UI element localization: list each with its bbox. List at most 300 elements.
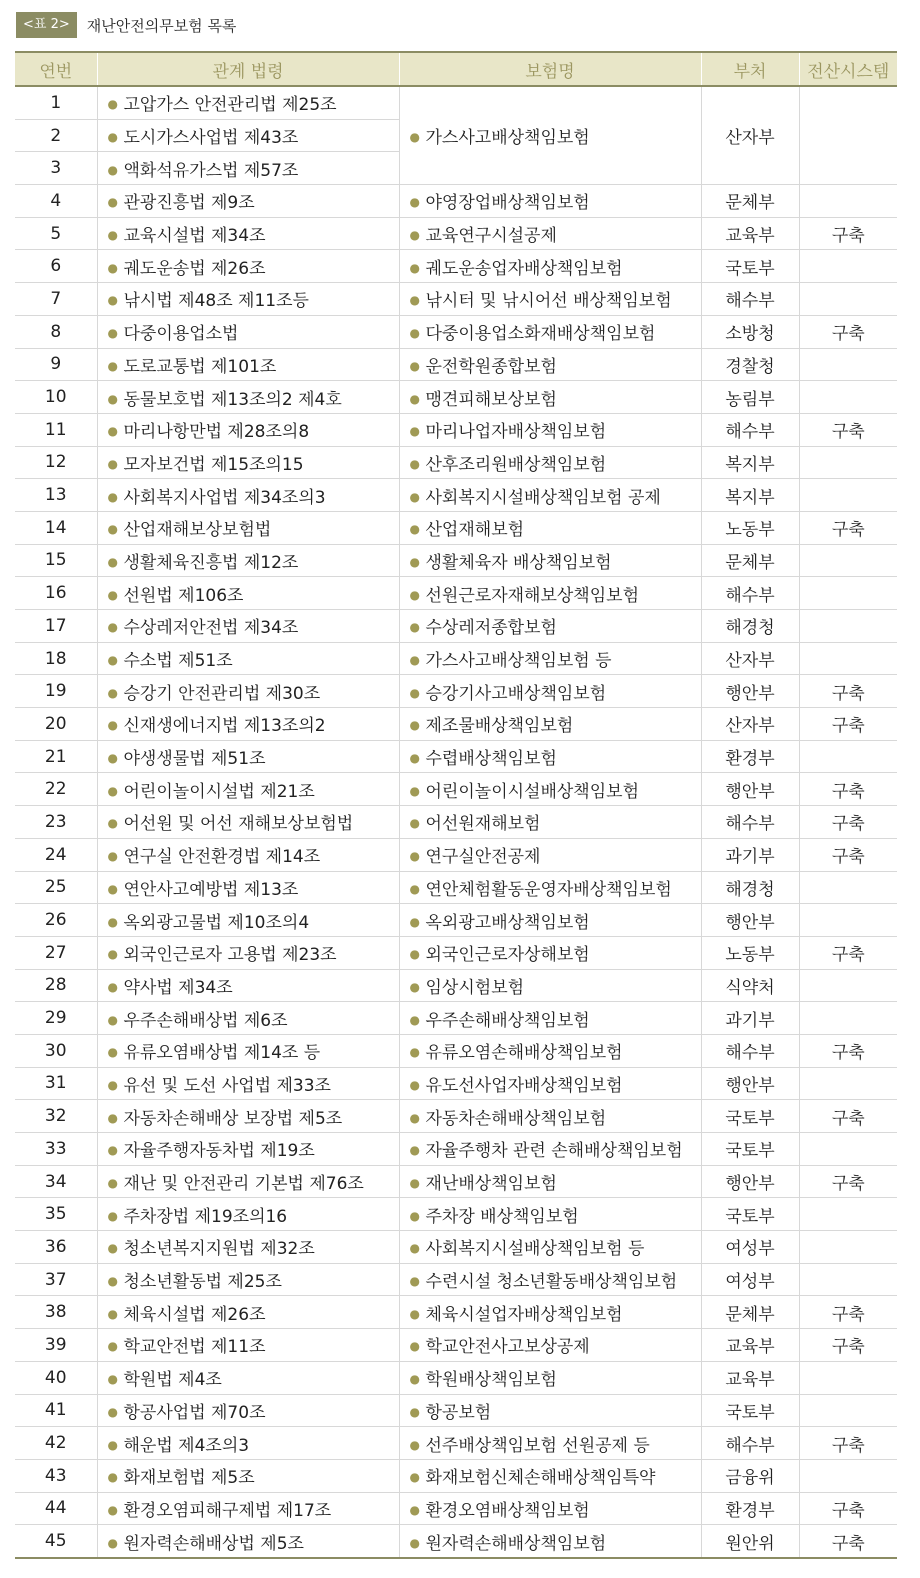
law-cell xyxy=(97,479,399,512)
ministry-cell: 해수부 xyxy=(701,1427,799,1460)
system-cell xyxy=(799,381,897,414)
insurance-cell xyxy=(399,1329,701,1362)
system-cell xyxy=(799,283,897,316)
law-cell-text: 원자력손해배상법 제5조 xyxy=(123,1533,304,1554)
insurance-cell xyxy=(399,348,701,381)
system-cell: 구축 xyxy=(799,315,897,348)
bullet-icon: ● xyxy=(409,1274,420,1289)
insurance-cell-text: 유도선사업자배상책임보험 xyxy=(425,1075,623,1096)
law-cell-text: 화재보험법 제5조 xyxy=(123,1468,255,1489)
table-row xyxy=(15,283,897,316)
insurance-cell-text: 체육시설업자배상책임보험 xyxy=(425,1304,623,1325)
law-cell xyxy=(97,1263,399,1296)
table-row xyxy=(15,838,897,871)
system-cell xyxy=(799,577,897,610)
law-cell-text: 항공사업법 제70조 xyxy=(123,1402,266,1423)
law-cell-text: 자율주행자동차법 제19조 xyxy=(123,1141,315,1162)
bullet-icon: ● xyxy=(107,97,118,112)
law-cell-text: 수상레저안전법 제34조 xyxy=(123,618,299,639)
insurance-cell-text: 선원근로자재해보상책임보험 xyxy=(425,585,639,606)
row-number: 9 xyxy=(15,348,97,381)
system-cell: 구축 xyxy=(799,675,897,708)
insurance-cell xyxy=(399,1394,701,1427)
insurance-cell-text: 임상시험보험 xyxy=(425,977,525,998)
insurance-cell-text: 궤도운송업자배상책임보험 xyxy=(425,258,623,279)
law-cell-text: 도시가스사업법 제43조 xyxy=(123,128,299,149)
bullet-icon: ● xyxy=(409,1077,420,1092)
law-cell-text: 연안사고예방법 제13조 xyxy=(123,879,299,900)
law-cell xyxy=(97,381,399,414)
law-cell-text: 산업재해보상보험법 xyxy=(123,520,272,541)
bullet-icon: ● xyxy=(409,653,420,668)
insurance-cell-text: 자율주행차 관련 손해배상책임보험 xyxy=(425,1141,683,1162)
system-cell xyxy=(799,1198,897,1231)
ministry-cell: 교육부 xyxy=(701,1361,799,1394)
law-cell xyxy=(97,1329,399,1362)
insurance-cell-text: 원자력손해배상책임보험 xyxy=(425,1533,607,1554)
bullet-icon: ● xyxy=(107,979,118,994)
ministry-cell: 국토부 xyxy=(701,1394,799,1427)
table-caption xyxy=(16,12,236,38)
row-number: 10 xyxy=(15,381,97,414)
table-row xyxy=(15,773,897,806)
ministry-cell: 해수부 xyxy=(701,413,799,446)
bullet-icon: ● xyxy=(107,653,118,668)
insurance-cell-text: 옥외광고배상책임보험 xyxy=(425,912,590,933)
law-cell xyxy=(97,773,399,806)
ministry-cell: 교육부 xyxy=(701,1329,799,1362)
row-number: 19 xyxy=(15,675,97,708)
ministry-cell: 행안부 xyxy=(701,773,799,806)
ministry-cell: 해수부 xyxy=(701,806,799,839)
table-row xyxy=(15,1133,897,1166)
table-row xyxy=(15,185,897,218)
bullet-icon: ● xyxy=(409,293,420,308)
ministry-cell: 국토부 xyxy=(701,250,799,283)
system-cell: 구축 xyxy=(799,1329,897,1362)
law-cell-text: 교육시설법 제34조 xyxy=(123,226,266,247)
ministry-cell: 경찰청 xyxy=(701,348,799,381)
law-cell-text: 청소년복지지원법 제32조 xyxy=(123,1239,315,1260)
insurance-cell xyxy=(399,708,701,741)
ministry-cell: 식약처 xyxy=(701,969,799,1002)
row-number: 17 xyxy=(15,610,97,643)
bullet-icon: ● xyxy=(107,1339,118,1354)
law-cell-text: 학교안전법 제11조 xyxy=(123,1337,266,1358)
bullet-icon: ● xyxy=(107,1404,118,1419)
insurance-cell xyxy=(399,642,701,675)
bullet-icon: ● xyxy=(107,1437,118,1452)
system-cell xyxy=(799,1231,897,1264)
table-row xyxy=(15,1492,897,1525)
bullet-icon: ● xyxy=(107,522,118,537)
ministry-cell: 산자부 xyxy=(701,642,799,675)
table-row xyxy=(15,1100,897,1133)
row-number: 13 xyxy=(15,479,97,512)
law-cell xyxy=(97,1133,399,1166)
ministry-cell: 노동부 xyxy=(701,511,799,544)
row-number: 22 xyxy=(15,773,97,806)
insurance-cell xyxy=(399,1002,701,1035)
bullet-icon: ● xyxy=(107,1241,118,1256)
bullet-icon: ● xyxy=(409,1176,420,1191)
law-cell xyxy=(97,708,399,741)
insurance-cell-text: 마리나업자배상책임보험 xyxy=(425,422,607,443)
system-cell xyxy=(799,642,897,675)
insurance-cell-text: 유류오염손해배상책임보험 xyxy=(425,1043,623,1064)
bullet-icon: ● xyxy=(409,587,420,602)
ministry-cell: 노동부 xyxy=(701,936,799,969)
ministry-cell: 환경부 xyxy=(701,1492,799,1525)
table-row xyxy=(15,250,897,283)
bullet-icon: ● xyxy=(107,358,118,373)
system-cell: 구축 xyxy=(799,936,897,969)
table-row xyxy=(15,806,897,839)
system-cell: 구축 xyxy=(799,511,897,544)
law-cell-text: 액화석유가스법 제57조 xyxy=(123,160,299,181)
bullet-icon: ● xyxy=(107,1274,118,1289)
bullet-icon: ● xyxy=(107,228,118,243)
bullet-icon: ● xyxy=(409,783,420,798)
system-cell: 구축 xyxy=(799,1296,897,1329)
bullet-icon: ● xyxy=(107,195,118,210)
bullet-icon: ● xyxy=(409,1143,420,1158)
insurance-cell-text: 승강기사고배상책임보험 xyxy=(425,683,607,704)
ministry-cell: 소방청 xyxy=(701,315,799,348)
insurance-cell-text: 수련시설 청소년활동배상책임보험 xyxy=(425,1272,678,1293)
insurance-cell xyxy=(399,1198,701,1231)
table-row xyxy=(15,1002,897,1035)
row-number: 41 xyxy=(15,1394,97,1427)
insurance-cell xyxy=(399,1100,701,1133)
row-number: 34 xyxy=(15,1165,97,1198)
table-row xyxy=(15,1459,897,1492)
bullet-icon: ● xyxy=(107,293,118,308)
ministry-cell: 해경청 xyxy=(701,610,799,643)
insurance-cell xyxy=(399,1263,701,1296)
insurance-cell xyxy=(399,1067,701,1100)
ministry-cell: 환경부 xyxy=(701,740,799,773)
insurance-cell xyxy=(399,283,701,316)
bullet-icon: ● xyxy=(409,1437,420,1452)
law-cell xyxy=(97,1034,399,1067)
system-cell xyxy=(799,1067,897,1100)
ministry-cell: 국토부 xyxy=(701,1100,799,1133)
insurance-cell xyxy=(399,740,701,773)
row-number: 35 xyxy=(15,1198,97,1231)
row-number: 36 xyxy=(15,1231,97,1264)
ministry-cell: 문체부 xyxy=(701,185,799,218)
insurance-cell-text: 어선원재해보험 xyxy=(425,814,541,835)
bullet-icon: ● xyxy=(409,1535,420,1550)
ministry-cell: 문체부 xyxy=(701,544,799,577)
row-number: 6 xyxy=(15,250,97,283)
bullet-icon: ● xyxy=(409,881,420,896)
insurance-cell xyxy=(399,250,701,283)
system-cell xyxy=(799,1394,897,1427)
law-cell-text: 고압가스 안전관리법 제25조 xyxy=(123,95,337,116)
ministry-cell: 금융위 xyxy=(701,1459,799,1492)
law-cell-text: 관광진흥법 제9조 xyxy=(123,193,255,214)
table-row xyxy=(15,1165,897,1198)
ministry-cell: 해수부 xyxy=(701,577,799,610)
law-cell xyxy=(97,838,399,871)
ministry-cell: 여성부 xyxy=(701,1231,799,1264)
law-cell xyxy=(97,1198,399,1231)
bullet-icon: ● xyxy=(107,326,118,341)
insurance-cell xyxy=(399,936,701,969)
bullet-icon: ● xyxy=(107,1077,118,1092)
insurance-cell xyxy=(399,1231,701,1264)
system-cell xyxy=(799,1002,897,1035)
bullet-icon: ● xyxy=(409,130,420,145)
bullet-icon: ● xyxy=(107,1143,118,1158)
system-cell: 구축 xyxy=(799,217,897,250)
insurance-cell xyxy=(399,1459,701,1492)
header-no: 연번 xyxy=(15,52,97,86)
row-number: 40 xyxy=(15,1361,97,1394)
insurance-cell-text: 학교안전사고보상공제 xyxy=(425,1337,590,1358)
system-cell: 구축 xyxy=(799,1492,897,1525)
insurance-cell xyxy=(399,773,701,806)
insurance-cell-text: 외국인근로자상해보험 xyxy=(425,945,590,966)
table-row xyxy=(15,642,897,675)
row-number: 18 xyxy=(15,642,97,675)
law-cell-text: 우주손해배상법 제6조 xyxy=(123,1010,288,1031)
insurance-cell-text: 우주손해배상책임보험 xyxy=(425,1010,590,1031)
bullet-icon: ● xyxy=(107,751,118,766)
system-cell xyxy=(799,740,897,773)
insurance-cell-text: 연구실안전공제 xyxy=(425,847,541,868)
law-cell-text: 청소년활동법 제25조 xyxy=(123,1272,282,1293)
system-cell xyxy=(799,348,897,381)
system-cell: 구축 xyxy=(799,1165,897,1198)
table-row xyxy=(15,1231,897,1264)
header-insurance: 보험명 xyxy=(399,52,701,86)
insurance-cell xyxy=(399,1492,701,1525)
law-cell xyxy=(97,250,399,283)
table-header-row xyxy=(15,52,897,86)
table-row xyxy=(15,610,897,643)
law-cell-text: 도로교통법 제101조 xyxy=(123,356,277,377)
law-cell-text: 궤도운송법 제26조 xyxy=(123,258,266,279)
insurance-cell-text: 제조물배상책임보험 xyxy=(425,716,574,737)
law-cell xyxy=(97,446,399,479)
row-number: 14 xyxy=(15,511,97,544)
law-cell xyxy=(97,1492,399,1525)
row-number: 20 xyxy=(15,708,97,741)
insurance-cell xyxy=(399,1296,701,1329)
system-cell: 구축 xyxy=(799,1525,897,1558)
row-number: 12 xyxy=(15,446,97,479)
law-cell-text: 해운법 제4조의3 xyxy=(123,1435,250,1456)
bullet-icon: ● xyxy=(409,1372,420,1387)
law-cell xyxy=(97,1002,399,1035)
insurance-cell xyxy=(399,904,701,937)
bullet-icon: ● xyxy=(107,456,118,471)
law-cell xyxy=(97,1525,399,1558)
system-cell xyxy=(799,1263,897,1296)
table-number-badge: <표 2> xyxy=(16,12,77,38)
table-row xyxy=(15,675,897,708)
ministry-cell: 행안부 xyxy=(701,1165,799,1198)
insurance-cell xyxy=(399,315,701,348)
table-row xyxy=(15,577,897,610)
table-row xyxy=(15,413,897,446)
bullet-icon: ● xyxy=(107,130,118,145)
ministry-cell: 산자부 xyxy=(701,86,799,185)
system-cell: 구축 xyxy=(799,838,897,871)
system-cell: 구축 xyxy=(799,1034,897,1067)
bullet-icon: ● xyxy=(107,783,118,798)
bullet-icon: ● xyxy=(409,456,420,471)
bullet-icon: ● xyxy=(409,522,420,537)
table-row xyxy=(15,1198,897,1231)
bullet-icon: ● xyxy=(107,424,118,439)
system-cell xyxy=(799,871,897,904)
bullet-icon: ● xyxy=(107,260,118,275)
table-row xyxy=(15,904,897,937)
law-cell xyxy=(97,1100,399,1133)
table-row xyxy=(15,315,897,348)
bullet-icon: ● xyxy=(107,1045,118,1060)
ministry-cell: 복지부 xyxy=(701,446,799,479)
insurance-cell-text: 사회복지시설배상책임보험 등 xyxy=(425,1239,645,1260)
bullet-icon: ● xyxy=(107,1110,118,1125)
insurance-cell-text: 환경오염배상책임보험 xyxy=(425,1500,590,1521)
insurance-cell xyxy=(399,969,701,1002)
table-title: 재난안전의무보험 목록 xyxy=(86,16,237,35)
insurance-cell-text: 재난배상책임보험 xyxy=(425,1174,557,1195)
law-cell xyxy=(97,1296,399,1329)
insurance-cell-text: 생활체육자 배상책임보험 xyxy=(425,552,612,573)
law-cell xyxy=(97,315,399,348)
law-cell-text: 유선 및 도선 사업법 제33조 xyxy=(123,1075,331,1096)
law-cell xyxy=(97,642,399,675)
law-cell xyxy=(97,936,399,969)
law-cell-text: 야생생물법 제51조 xyxy=(123,749,266,770)
ministry-cell: 문체부 xyxy=(701,1296,799,1329)
system-cell xyxy=(799,1133,897,1166)
bullet-icon: ● xyxy=(409,228,420,243)
law-cell xyxy=(97,1067,399,1100)
law-cell-text: 연구실 안전환경법 제14조 xyxy=(123,847,321,868)
row-number: 11 xyxy=(15,413,97,446)
bullet-icon: ● xyxy=(107,1176,118,1191)
law-cell-text: 수소법 제51조 xyxy=(123,651,233,672)
law-cell-text: 모자보건법 제15조의15 xyxy=(123,454,304,475)
row-number: 5 xyxy=(15,217,97,250)
bullet-icon: ● xyxy=(409,979,420,994)
insurance-cell xyxy=(399,217,701,250)
ministry-cell: 원안위 xyxy=(701,1525,799,1558)
row-number: 8 xyxy=(15,315,97,348)
law-cell-text: 신재생에너지법 제13조의2 xyxy=(123,716,326,737)
law-cell xyxy=(97,511,399,544)
law-cell-text: 유류오염배상법 제14조 등 xyxy=(123,1043,321,1064)
insurance-cell-text: 가스사고배상책임보험 xyxy=(425,128,590,149)
insurance-cell-text: 항공보험 xyxy=(425,1402,492,1423)
bullet-icon: ● xyxy=(107,1502,118,1517)
insurance-cell xyxy=(399,544,701,577)
insurance-cell-text: 산후조리원배상책임보험 xyxy=(425,454,607,475)
insurance-cell-text: 운전학원종합보험 xyxy=(425,356,557,377)
bullet-icon: ● xyxy=(409,260,420,275)
law-cell xyxy=(97,904,399,937)
ministry-cell: 농림부 xyxy=(701,381,799,414)
ministry-cell: 국토부 xyxy=(701,1133,799,1166)
table-row xyxy=(15,871,897,904)
bullet-icon: ● xyxy=(409,1502,420,1517)
row-number: 30 xyxy=(15,1034,97,1067)
law-cell-text: 재난 및 안전관리 기본법 제76조 xyxy=(123,1174,364,1195)
bullet-icon: ● xyxy=(409,1012,420,1027)
law-cell xyxy=(97,544,399,577)
table-row xyxy=(15,1394,897,1427)
insurance-cell-text: 주차장 배상책임보험 xyxy=(425,1206,579,1227)
system-cell: 구축 xyxy=(799,413,897,446)
bullet-icon: ● xyxy=(409,326,420,341)
bullet-icon: ● xyxy=(107,1012,118,1027)
insurance-cell xyxy=(399,871,701,904)
ministry-cell: 국토부 xyxy=(701,1198,799,1231)
row-number: 37 xyxy=(15,1263,97,1296)
bullet-icon: ● xyxy=(107,1306,118,1321)
insurance-cell xyxy=(399,1427,701,1460)
system-cell xyxy=(799,185,897,218)
bullet-icon: ● xyxy=(107,489,118,504)
law-cell-text: 학원법 제4조 xyxy=(123,1370,222,1391)
bullet-icon: ● xyxy=(409,849,420,864)
bullet-icon: ● xyxy=(409,195,420,210)
row-number: 2 xyxy=(15,119,97,152)
insurance-cell xyxy=(399,185,701,218)
bullet-icon: ● xyxy=(409,1404,420,1419)
insurance-table xyxy=(15,51,897,1559)
law-cell xyxy=(97,152,399,185)
row-number: 25 xyxy=(15,871,97,904)
table-row xyxy=(15,1034,897,1067)
law-cell xyxy=(97,283,399,316)
system-cell xyxy=(799,544,897,577)
row-number: 32 xyxy=(15,1100,97,1133)
table-row xyxy=(15,708,897,741)
row-number: 15 xyxy=(15,544,97,577)
system-cell xyxy=(799,446,897,479)
table-row xyxy=(15,479,897,512)
bullet-icon: ● xyxy=(409,1208,420,1223)
row-number: 33 xyxy=(15,1133,97,1166)
ministry-cell: 교육부 xyxy=(701,217,799,250)
bullet-icon: ● xyxy=(409,947,420,962)
law-cell-text: 사회복지사업법 제34조의3 xyxy=(123,487,326,508)
ministry-cell: 복지부 xyxy=(701,479,799,512)
table-row xyxy=(15,1263,897,1296)
ministry-cell: 해수부 xyxy=(701,1034,799,1067)
insurance-cell-text: 화재보험신체손해배상책임특약 xyxy=(425,1468,656,1489)
insurance-cell-text: 다중이용업소화재배상책임보험 xyxy=(425,324,656,345)
table-row xyxy=(15,1525,897,1558)
bullet-icon: ● xyxy=(409,816,420,831)
table-row xyxy=(15,348,897,381)
bullet-icon: ● xyxy=(409,620,420,635)
bullet-icon: ● xyxy=(107,162,118,177)
bullet-icon: ● xyxy=(409,1045,420,1060)
row-number: 38 xyxy=(15,1296,97,1329)
row-number: 4 xyxy=(15,185,97,218)
insurance-cell-text: 맹견피해보상보험 xyxy=(425,389,557,410)
system-cell: 구축 xyxy=(799,806,897,839)
